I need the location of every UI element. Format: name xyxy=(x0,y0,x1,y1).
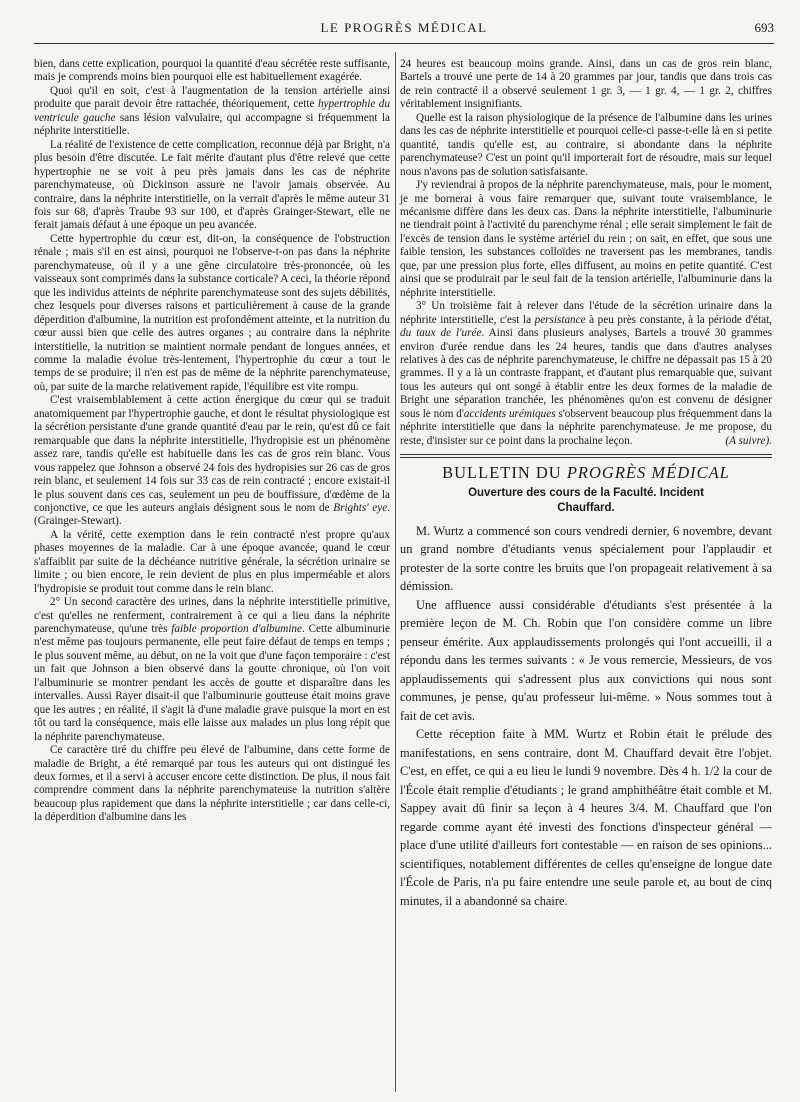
paragraph: Une affluence aussi considérable d'étudiants s'est présentée à la première leçon de M. Ch. Robin que l'on considère comme un libre penseur émérite. Aux applaudissements prolongés qui l'ont accueilli, il a répondu dans les termes suivants : « Je vous remercie, Messieurs, de vos applaudissements qui s'adressent plus aux convictions qui nous sont communes, je pense, qu'au professeur lui-même. » Nous sommes tout à fait de cet avis. xyxy=(400,597,772,723)
paragraph: La réalité de l'existence de cette complication, reconnue déjà par Bright, n'a plus besoin d'être discutée. Le fait mérite d'autant plus d'être relevé que cette hypertrophie ne se voit à peu près jamais dans les cas de néphrite parenchymateuse, où Dickinson assure ne l'avoir jamais observée. Au contraire, dans la néphrite interstitielle, on la verrait d'après le même auteur 31 fois sur 68, d'après Traube 93 sur 100, et d'après Grainger-Stewart, elle ne ferait jamais défaut à une époque un peu avancée. xyxy=(34,138,390,232)
bulletin-subtitle xyxy=(400,486,772,516)
emphasis: persistance xyxy=(534,313,586,326)
text-run: . Cette albuminurie n'est même pas toujours permanente, elle peut faire défaut de temps en temps ; le plus souvent même, au début, on ne la voit que d'une façon temporaire : c'est un fait que Johnson a bien observé dans la goutte chronique, où l'on voit l'albuminurie se montrer pendant les accès de goutte et disparaître dans les intervalles. Aussi Rayer disait-il que l'albuminurie goutteuse était moins grave que les autres ; en réalité, il s'agit là d'une maladie grave puisque la mort en est tôt ou tard la conséquence, mais elle laisse aux malades un plus long répit que la néphrite parenchymateuse. xyxy=(34,623,391,743)
text-run: . (Grainger-Stewart). xyxy=(34,501,390,528)
to-be-continued: (A suivre). xyxy=(725,434,772,447)
section-rule xyxy=(400,454,772,458)
text-run: C'est vraisemblablement à cette action énergique du cœur qui se traduit anatomiquement par l'hypertrophie gauche, et dont le résultat physiologique est la sécrétion persistante d'une grande quantité d'eau par le rein, qu'est dû ce fait remarquable que dans la néphrite interstitielle, l'hydropisie est un phénomène assez rare, tandis qu'elle est habituelle dans les cas de gros rein blanc. Vous vous rappelez que Johnson a observé 24 fois des hydropisies sur 26 cas de gros rein blanc, et seulement 14 fois sur 33 cas de rein contracté ; encore existait-il le plus souvent dans ces cas, seulement un peu de bouffissure, d'œdème de la conjonctive, ce que les auteurs anglais désignent sous le nom de xyxy=(34,394,390,514)
bulletin-section xyxy=(400,463,772,910)
journal-title: LE PROGRÈS MÉDICAL xyxy=(320,20,488,35)
paragraph: bien, dans cette explication, pourquoi la quantité d'eau sécrétée reste suffisante, mais je comprends moins bien pourquoi elle est habituellement exagérée. xyxy=(34,58,390,84)
text-run: à peu près constante, à la période d'état, xyxy=(585,313,772,326)
paragraph: Cette réception faite à MM. Wurtz et Robin était le prélude des manifestations, en sens contraire, dont M. Chauffard devait être l'objet. C'est, en effet, ce qui a eu lieu le lundi 9 novembre. Dès 4 h. 1/2 la cour de l'École était remplie d'étudiants ; le grand amphithéâtre était comble et M. Sappey avait dû finir sa leçon à 4 heures 3/4. M. Chauffard que l'on regarde comme ayant été investi des fonctions d'inspecteur général — place d'une utilité d'ailleurs fort contestable — en raison de ses opinions... scientifiques, notablement différentes de celles qu'enseigne de longue date l'École de Paris, n'a pu faire entendre une seule parole et, au bout de cinq minutes, il a abandonné sa chaire. xyxy=(400,727,772,908)
paragraph: 24 heures est beaucoup moins grande. Ainsi, dans un cas de gros rein blanc, Bartels a trouvé une perte de 14 à 20 grammes par jour, tandis que dans trois cas de rein contracté il a observé seulement 1 gr. 3, — 1 gr. 4, — 1 gr. 2, chiffres véritablement insignifiants. xyxy=(400,58,772,111)
text-run: . Ainsi dans plusieurs analyses, Bartels a trouvé 30 grammes environ d'urée rendue dans les 24 heures, tandis que dans d'autres analyses relatives à des cas de néphrite parenchymateuse, le chiffre ne dépassait pas 15 à 20 grammes. Il y a là un contraste frappant, et d'autant plus remarquable que, suivant tous les auteurs qui ont songé à établir entre les deux formes de la maladie de Bright une séparation tranchée, les phénomènes qu'on est convenu de désigner sous le nom d' xyxy=(400,327,773,420)
paragraph: M. Wurtz a commencé son cours vendredi dernier, 6 novembre, devant un grand nombre d'étudiants venus spécialement pour l'applaudir et protester de la sorte contre les bruits que l'on propageait relativement à sa démission. xyxy=(400,523,772,594)
bulletin-title xyxy=(400,463,772,483)
paragraph: J'y reviendrai à propos de la néphrite parenchymateuse, mais, pour le moment, je me bornerai à vous faire remarquer que, suivant toute vraisemblance, le mécanisme diffère dans les deux cas. Dans la néphrite interstitielle, l'albuminurie ne tiendrait point à l'activité du parenchyme rénal ; elle serait simplement le fait de l'excès de tension dans le système artériel du rein ; on sait, en effet, que sous une faible tension, les substances colloïdes ne traversent pas les membranes, tandis que, par une pression plus forte, elles diffusent, au moins en petite quantité. C'est ainsi que se produirait par le seul fait de la tension artérielle, l'albuminurie dans la néphrite interstitielle. xyxy=(400,179,772,299)
column-separator xyxy=(395,52,396,1092)
text-run: 2° Un second caractère des urines, dans la néphrite interstitielle primitive, c'est qu'elles ne renferment, contrairement à ce qui a lieu dans la néphrite parenchymateuse, qu'une très xyxy=(34,596,390,636)
emphasis: hypertrophie du ventricule gauche xyxy=(34,98,390,124)
subtitle-line: Chauffard. xyxy=(557,501,615,514)
emphasis: faible proportion d'albumine xyxy=(171,623,302,636)
paragraph: A la vérité, cette exemption dans le rein contracté n'est propre qu'aux phases moyennes de la maladie. Car à une époque avancée, quand le cœur s'affaiblit par suite de la déchéance nutritive générale, la sécrétion urinaire se limite ; ou bien encore, le rein devient de plus en plus imperméable et alors l'hydropisie se produit tout comme dans le rein blanc. xyxy=(34,528,390,595)
paragraph: Quelle est la raison physiologique de la présence de l'albumine dans les urines dans les cas de néphrite interstitielle et pourquoi celle-ci passe-t-elle là en si petite quantité, tandis qu'elle est, au contraire, si abondante dans la néphrite parenchymateuse? C'est un point qu'il importerait fort de résoudre, mais sur lequel nous n'avons pas de solution satisfaisante. xyxy=(400,111,772,178)
right-column xyxy=(400,58,772,910)
paragraph: Ce caractère tiré du chiffre peu élevé de l'albumine, dans cette forme de maladie de Bright, a été remarqué par tous les auteurs qui ont distingué les deux formes, et il a servi à accuser encore cette distinction. De plus, il nous fait comprendre comment dans la néphrite parenchymateuse la nutrition s'altère beaucoup plus rapidement que dans la néphrite interstitielle ; car dans celle-ci, la déperdition d'albumine dans les xyxy=(34,744,390,824)
page-header xyxy=(34,14,774,44)
emphasis: accidents urémiques xyxy=(463,407,556,420)
page-number: 693 xyxy=(754,20,774,35)
text-run: s'observent beaucoup plus fréquemment dans la néphrite interstitielle que dans la néphrite parenchymateuse. Je me propose, du reste, d'insister sur ce point dans la prochaine leçon. xyxy=(400,407,772,447)
emphasis: du taux de l'urée xyxy=(400,327,482,340)
text-run: BULLETIN DU xyxy=(442,463,567,483)
emphasis: Brights' eye xyxy=(333,501,388,514)
text-run: sans lésion valvulaire, qui accompagne si fréquemment la néphrite interstitielle. xyxy=(34,111,390,138)
text-run: Quoi qu'il en soit, c'est à l'augmentation de la tension artérielle ainsi produite que parait devoir être rattachée, théoriquement, cette xyxy=(34,84,390,111)
emphasis: PROGRÈS MÉDICAL xyxy=(566,463,730,483)
paragraph xyxy=(34,85,390,139)
subtitle-line: Ouverture des cours de la Faculté. Incident xyxy=(468,486,704,499)
text-run: 3° Un troisième fait à relever dans l'étude de la sécrétion urinaire dans la néphrite interstitielle, c'est la xyxy=(400,300,772,326)
paragraph xyxy=(400,300,772,448)
paragraph xyxy=(34,596,390,744)
paragraph xyxy=(34,394,390,529)
paragraph: Cette hypertrophie du cœur est, dit-on, la conséquence de l'obstruction rénale ; mais s'il en est ainsi, pourquoi ne l'observe-t-on pas dans la néphrite parenchymateuse, où il y a une gêne circulatoire très-prononcée, où les vaisseaux sont comprimés dans la substance corticale? A ceci, la théorie répond que les individus atteints de néphrite parenchymateuse sont des sujets débilités, chez lesquels pour diverses raisons et particulièrement à cause de la grande déperdition d'albumine, la nutrition est profondément atteinte, et la nutrition du cœur aussi bien que celle des autres organes ; au contraire dans la néphrite interstitielle, la nutrition se maintient normale pendant de longues années, et comme la maladie évolue très-lentement, l'hypertrophie du cœur a tout le temps de se produire; il n'en est pas de même de la néphrite parenchymateuse, où, par suite de la marche relativement rapide, l'équilibre est vite rompu. xyxy=(34,232,391,393)
left-column xyxy=(34,58,390,825)
